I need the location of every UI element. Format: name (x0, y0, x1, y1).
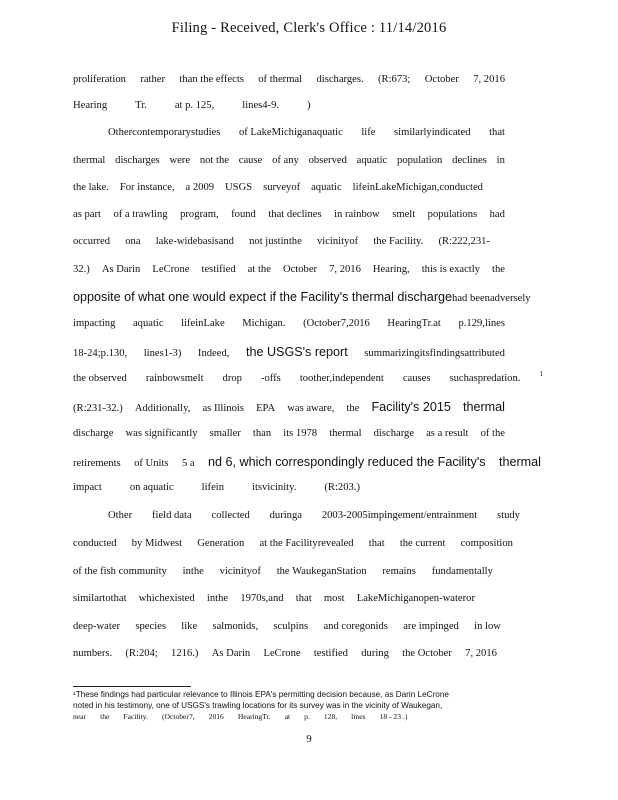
body-line: the observed rainbowsmelt drop -offs toother,independent causes suchaspredation. 1 (73, 370, 543, 384)
body-line: deep-water species like salmonids, sculpins and coregonids are impinged in low (73, 621, 501, 632)
body-line: as part of a trawling program, found that declines in rainbow smelt populations had (73, 209, 505, 220)
body-line: of the fish community inthe vicinityof the WaukeganStation remains fundamentally (73, 566, 493, 577)
footnote-separator (73, 686, 191, 687)
footnote-line: near the Facility. (October7, 2016 HearingTr. at p. 128, lines 18 - 23 .) (73, 712, 408, 721)
footnote-marker: 1 (539, 370, 543, 378)
body-line: proliferation rather than the effects of thermal discharges. (R:673; October 7, 2016 (73, 74, 505, 85)
body-line: impacting aquatic lifeinLake Michigan. (October7,2016 HearingTr.at p.129,lines (73, 318, 505, 329)
page-number: 9 (306, 733, 312, 745)
footnote-line: ¹These findings had particular relevance to Illinois EPA's permitting decision because, as Darin LeCrone (73, 690, 449, 699)
body-line: conducted by Midwest Generation at the Facilityrevealed that the current composition (73, 538, 513, 549)
body-line: numbers. (R:204; 1216.) As Darin LeCrone testified during the October 7, 2016 (73, 648, 497, 659)
body-line: thermal discharges were not the cause of any observed aquatic population declines in (73, 155, 505, 166)
body-line: opposite of what one would expect if the Facility's thermal discharge had been adversely (73, 290, 531, 304)
body-line: retirements of Units 5 a nd 6, which correspondingly reduced the Facility's thermal (73, 455, 541, 469)
filing-stamp-header: Filing - Received, Clerk's Office : 11/14/2016 (171, 20, 447, 36)
body-line: impact on aquatic lifein itsvicinity. (R:203.) (73, 482, 360, 493)
body-line: occurred ona lake-widebasisand not justinthe vicinityof the Facility. (R:222,231- (73, 236, 490, 247)
body-line: 18-24;p.130, lines1-3) Indeed, the USGS's report summarizingitsfindingsattributed (73, 345, 505, 359)
body-line: discharge was significantly smaller than its 1978 thermal discharge as a result of the (73, 428, 505, 439)
body-line: (R:231-32.) Additionally, as Illinois EPA was aware, the Facility's 2015 thermal (73, 400, 505, 414)
body-line: Othercontemporarystudies of LakeMichiganaquatic life similarlyindicated that (108, 127, 505, 138)
body-line: Hearing Tr. at p. 125, lines4-9. ) (73, 100, 311, 111)
footnote-line: noted in his testimony, one of USGS's trawling locations for its survey was in the vicinity of Waukegan, (73, 701, 443, 710)
body-line: the lake. For instance, a 2009 USGS surveyof aquatic lifeinLakeMichigan,conducted (73, 182, 483, 193)
body-line: Other field data collected duringa 2003-2005impingement/entrainment study (108, 510, 520, 521)
body-line: similartothat whichexisted inthe 1970s,and that most LakeMichiganopen-wateror (73, 593, 475, 604)
body-line: 32.) As Darin LeCrone testified at the October 7, 2016 Hearing, this is exactly the (73, 264, 505, 275)
